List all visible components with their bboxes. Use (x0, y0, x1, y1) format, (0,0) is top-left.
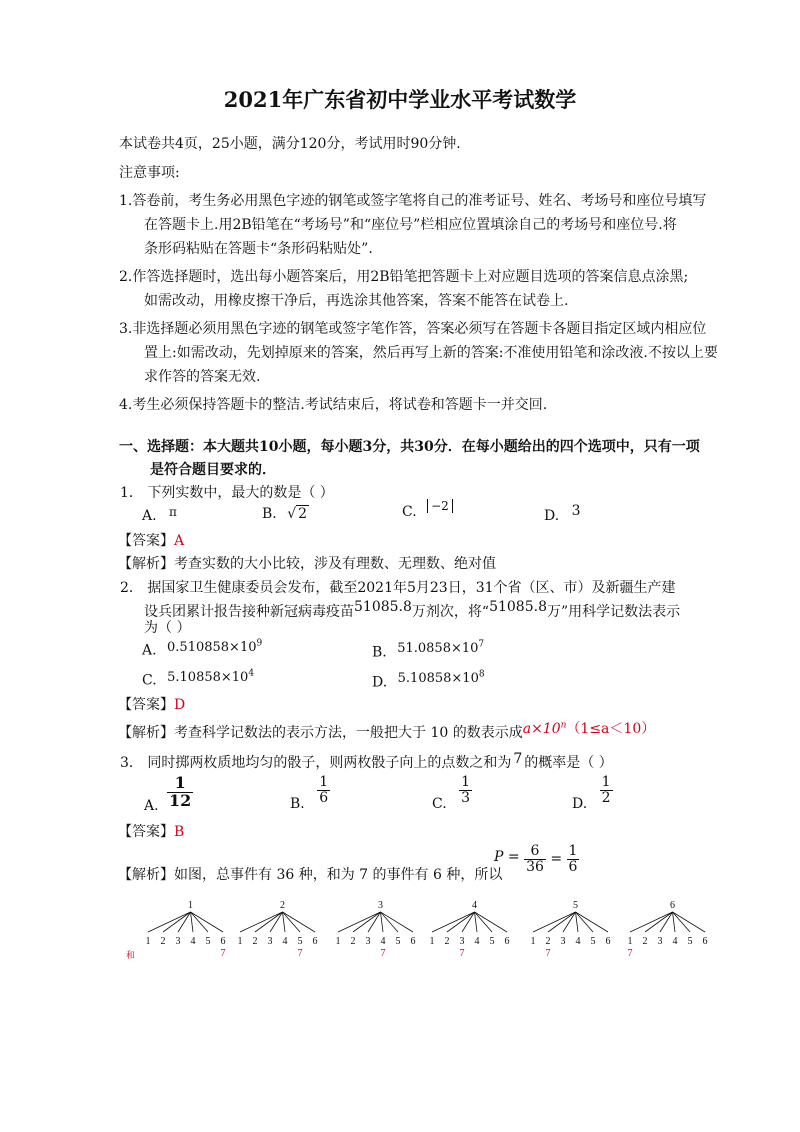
option-letter: A. (142, 508, 157, 524)
fraction-numerator: 1 (601, 774, 611, 790)
analysis-text: 考查实数的大小比较，涉及有理数、无理数、绝对值 (174, 556, 496, 572)
tree-root-label: 6 (670, 900, 675, 911)
q2-answer (118, 694, 185, 714)
q3-option-d (572, 774, 613, 813)
tree-branch (475, 912, 508, 932)
exam-intro: 本试卷共4页，25小题，满分120分，考试用时90分钟. (119, 136, 461, 152)
option-letter: B. (262, 506, 277, 522)
q3-option-c (432, 774, 472, 813)
tree-6 (628, 900, 708, 959)
tree-leaf-label: 3 (560, 936, 566, 947)
answer-value: B (174, 824, 185, 840)
option-exponent: 4 (248, 669, 255, 679)
tree-root-label: 2 (280, 900, 285, 911)
note-line: 3.非选择题必须用黑色字迹的钢笔或签字笔作答，答案必须写在答题卡各题目指定区域内相应位 (119, 321, 707, 337)
tree-leaf-label: 6 (312, 936, 318, 947)
stem-text: 设兵团累计报告接种新冠病毒疫苗 (144, 604, 354, 620)
tree-leaf-label: 4 (190, 936, 196, 947)
radicand: 2 (298, 506, 308, 522)
stem-number: 51085.8 (354, 599, 412, 615)
tree-leaf-label: 6 (605, 936, 611, 947)
tree-leaf-label: 1 (627, 936, 633, 947)
tree-leaf-label: 6 (702, 936, 708, 947)
abs-value: −2 (427, 499, 453, 513)
tree-1 (146, 900, 226, 959)
sum-seven-marker: 7 (459, 948, 465, 959)
option-fraction (167, 775, 193, 810)
tree-branch (447, 912, 475, 932)
tree-leaf-label: 6 (220, 936, 226, 947)
tree-leaf-label: 1 (429, 936, 435, 947)
option-letter: C. (432, 796, 447, 813)
tree-branch (381, 912, 414, 932)
question-2-stem-line3: 为（ ） (144, 620, 191, 636)
q1-option-d (544, 503, 581, 524)
note-line: 4.考生必须保持答题卡的整洁.考试结束后，将试卷和答题卡一并交回. (119, 397, 548, 413)
tree-leaf-label: 6 (410, 936, 416, 947)
equals-sign: = (550, 851, 563, 868)
tree-leaf-label: 4 (672, 936, 678, 947)
tree-leaf-label: 3 (175, 936, 181, 947)
option-fraction (317, 775, 330, 805)
fraction-denominator: 12 (169, 790, 192, 810)
question-1-stem: 1． 下列实数中，最大的数是（ ） (120, 485, 334, 501)
stem-text: 万剂次，将“ (411, 604, 490, 620)
tree-leaf-label: 3 (459, 936, 465, 947)
tree-leaf-label: 5 (395, 936, 401, 947)
dice-tree-diagram (0, 880, 800, 970)
section-heading-cont: 是符合题目要求的． (150, 462, 276, 478)
probability-fraction (567, 844, 580, 874)
sum-seven-marker: 7 (545, 948, 551, 959)
tree-root-label: 1 (188, 900, 193, 911)
option-value (167, 670, 254, 685)
tree-branch (381, 912, 399, 932)
option-exponent: 9 (256, 639, 263, 649)
tree-3 (336, 900, 416, 959)
tree-leaf-label: 3 (267, 936, 273, 947)
option-value: π (169, 505, 177, 519)
q1-option-a (142, 505, 177, 524)
note-line: 置上:如需改动，先划掉原来的答案，然后再写上新的答案:不准使用铅笔和涂改液.不按以上要 (144, 345, 718, 361)
question-2-stem-line2 (144, 601, 680, 621)
option-value (397, 641, 484, 656)
tree-root-label: 3 (378, 900, 383, 911)
tree-branch (548, 912, 576, 932)
fraction-denominator: 36 (526, 858, 544, 875)
tree-branch (163, 912, 191, 932)
tree-branch (645, 912, 673, 932)
q3-option-b (290, 774, 330, 813)
tree-leaf-label: 2 (350, 936, 356, 947)
q1-option-b (262, 506, 309, 522)
probability-formula (494, 844, 579, 874)
tree-2 (238, 900, 318, 959)
tree-leaf-label: 2 (444, 936, 450, 947)
q1-option-c (402, 499, 453, 520)
q1-analysis (118, 553, 496, 573)
tree-leaf-label: 3 (365, 936, 371, 947)
fraction-numerator: 6 (530, 843, 540, 859)
note-line: 条形码粘贴在答题卡“条形码粘贴处”. (144, 241, 373, 257)
tree-root-label: 4 (472, 900, 477, 911)
sum-seven-marker: 7 (297, 948, 303, 959)
p-label: P = (494, 849, 520, 866)
option-value: 3 (571, 503, 581, 519)
option-mantissa: 5.10858×10 (167, 670, 249, 686)
tree-leaf-label: 2 (252, 936, 258, 947)
note-line: 在答题卡上.用2B铅笔在“考场号”和“座位号”栏相应位置填涂自己的考场号和座位号.将 (144, 217, 677, 233)
tree-leaf-label: 4 (474, 936, 480, 947)
analysis-formula (523, 721, 656, 737)
tree-branch (353, 912, 381, 932)
probability-fraction (524, 844, 546, 874)
answer-value: A (174, 533, 185, 549)
stem-text: 的概率是（ ） (524, 755, 613, 771)
option-value (167, 640, 262, 655)
tree-leaf-label: 1 (237, 936, 243, 947)
q1-answer (118, 530, 184, 550)
option-letter: D. (544, 508, 560, 524)
answer-label: 【答案】 (118, 697, 174, 713)
fraction-denominator: 2 (601, 789, 611, 806)
sum-label: 和 (126, 950, 136, 960)
tree-leaf-label: 2 (160, 936, 166, 947)
option-mantissa: 5.10858×10 (397, 671, 479, 687)
option-exponent: 7 (478, 640, 485, 650)
option-fraction (459, 775, 472, 805)
q2-analysis (118, 722, 655, 742)
fraction-denominator: 6 (568, 858, 578, 875)
tree-branch (191, 912, 209, 932)
tree-leaf-label: 1 (335, 936, 341, 947)
tree-leaf-label: 4 (575, 936, 581, 947)
tree-leaf-label: 5 (489, 936, 495, 947)
tree-leaf-label: 5 (297, 936, 303, 947)
fraction-numerator: 1 (461, 774, 471, 790)
option-letter: C. (142, 672, 157, 689)
sqrt-value: √ 2 (287, 506, 308, 522)
tree-branch (255, 912, 283, 932)
tree-branch (576, 912, 609, 932)
tree-leaf-label: 3 (657, 936, 663, 947)
tree-branch (673, 912, 691, 932)
answer-label: 【答案】 (118, 533, 174, 549)
analysis-label: 【解析】 (118, 725, 174, 741)
formula-exponent: n (560, 720, 567, 731)
q2-option-a (142, 639, 263, 659)
sum-seven-marker: 7 (220, 948, 226, 959)
tree-branch (283, 912, 316, 932)
option-letter: D. (372, 674, 388, 691)
question-3-stem (120, 752, 613, 772)
fraction-denominator: 3 (461, 789, 471, 806)
option-letter: C. (402, 504, 417, 520)
stem-text: 3． 同时掷两枚质地均匀的骰子，则两枚骰子向上的点数之和为 (120, 755, 512, 771)
formula-range: （1≤a＜10） (566, 721, 656, 737)
tree-leaf-label: 4 (380, 936, 386, 947)
stem-number: 51085.8 (489, 599, 547, 615)
analysis-label: 【解析】 (118, 867, 174, 883)
analysis-text: 考查科学记数法的表示方法，一般把大于 10 的数表示成 (174, 725, 523, 741)
tree-leaf-label: 6 (504, 936, 510, 947)
option-letter: D. (572, 796, 588, 813)
q3-answer (118, 821, 184, 841)
tree-branch (673, 912, 706, 932)
tree-branch (475, 912, 493, 932)
option-fraction (600, 775, 613, 805)
fraction-denominator: 6 (319, 789, 329, 806)
option-letter: B. (290, 796, 305, 813)
tree-leaf-label: 2 (642, 936, 648, 947)
tree-root-label: 5 (573, 900, 578, 911)
tree-leaf-label: 2 (545, 936, 551, 947)
tree-4 (430, 900, 510, 959)
tree-branch (191, 912, 224, 932)
tree-branch (283, 912, 301, 932)
answer-value: D (174, 697, 186, 713)
option-letter: A. (142, 642, 157, 659)
option-mantissa: 0.510858×10 (167, 640, 257, 656)
tree-branch (576, 912, 594, 932)
note-line: 2.作答选择题时，选出每小题答案后，用2B铅笔把答题卡上对应题目选项的答案信息点涂黑; (119, 269, 689, 285)
sum-seven-marker: 7 (627, 948, 633, 959)
option-mantissa: 51.0858×10 (397, 641, 479, 657)
analysis-text: 如图，总事件有 36 种，和为 7 的事件有 6 种，所以 (174, 867, 503, 883)
tree-leaf-label: 1 (145, 936, 151, 947)
note-line: 如需改动，用橡皮擦干净后，再选涂其他答案，答案不能答在试卷上. (144, 293, 569, 309)
tree-leaf-label: 5 (687, 936, 693, 947)
fraction-numerator: 1 (568, 843, 578, 859)
option-exponent: 8 (478, 670, 485, 680)
tree-leaf-label: 1 (530, 936, 536, 947)
tree-leaf-label: 4 (282, 936, 288, 947)
section-heading: 一、选择题：本大题共10小题，每小题3分，共30分．在每小题给出的四个选项中，只有一项 (119, 439, 700, 455)
stem-text: 万”用科学记数法表示 (546, 604, 681, 620)
formula-base: a×10 (522, 721, 561, 737)
tree-leaf-label: 5 (205, 936, 211, 947)
option-value (398, 671, 485, 686)
fraction-numerator: 1 (174, 773, 186, 792)
option-letter: A. (144, 798, 159, 815)
stem-number: 7 (513, 751, 523, 767)
tree-leaf-label: 5 (590, 936, 596, 947)
note-line: 1.答卷前，考生务必用黑色字迹的钢笔或签字笔将自己的准考证号、姓名、考场号和座位号填写 (119, 193, 707, 209)
q2-option-c (142, 669, 255, 689)
fraction-numerator: 1 (319, 774, 329, 790)
note-line: 求作答的答案无效. (144, 369, 261, 385)
question-2-stem: 2． 据国家卫生健康委员会发布，截至2021年5月23日，31个省（区、市）及新疆生产建 (120, 580, 676, 596)
notice-heading: 注意事项: (119, 165, 180, 181)
q2-option-b (372, 640, 485, 661)
tree-5 (531, 900, 611, 959)
sum-seven-marker: 7 (380, 948, 386, 959)
q2-option-d (372, 670, 485, 691)
answer-label: 【答案】 (118, 824, 174, 840)
analysis-label: 【解析】 (118, 556, 174, 572)
q3-option-a (144, 773, 193, 815)
option-letter: B. (372, 644, 387, 661)
page-title: 2021年广东省初中学业水平考试数学 (223, 87, 577, 112)
